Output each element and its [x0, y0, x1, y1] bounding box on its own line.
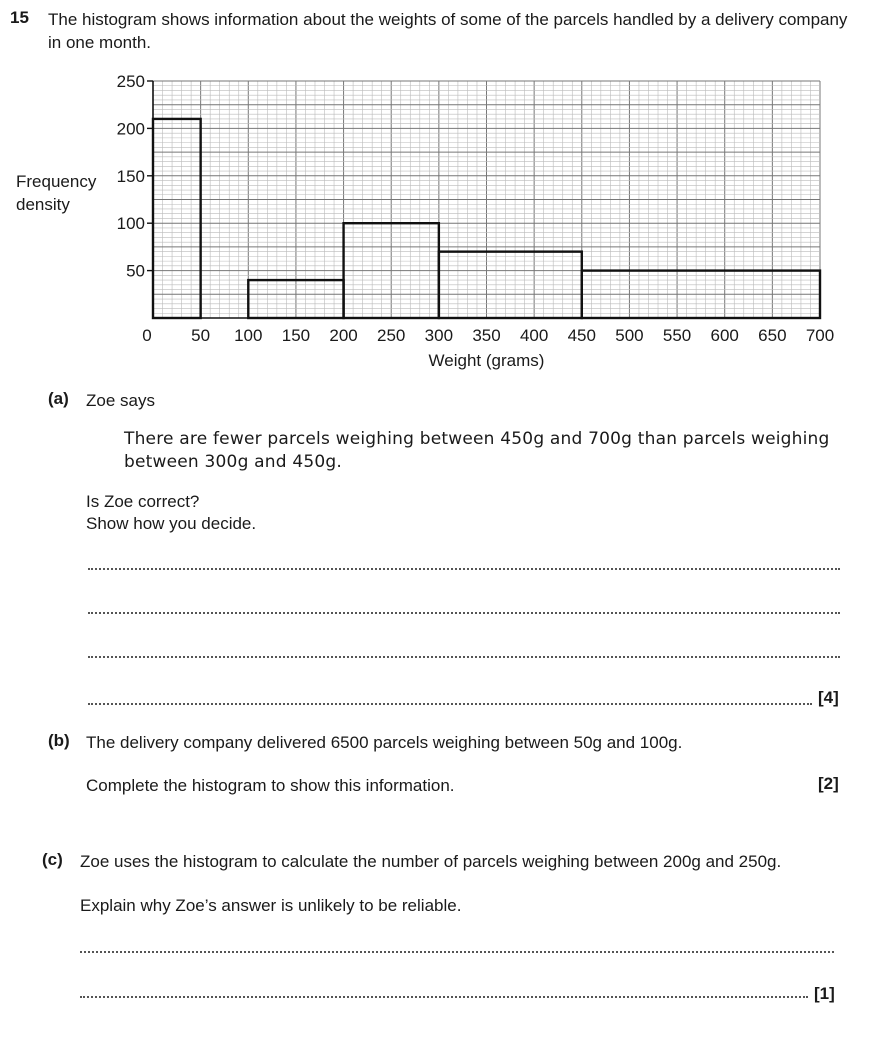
x-tick-label: 50: [191, 326, 211, 345]
y-axis-label: Frequency density: [16, 172, 97, 214]
part-c-instruction: Explain why Zoe’s answer is unlikely to be reliable.: [80, 896, 462, 915]
answer-line[interactable]: [80, 996, 808, 998]
part-b-text: The delivery company delivered 6500 parcels weighing between 50g and 100g.: [86, 733, 683, 752]
answer-line[interactable]: [80, 951, 834, 953]
x-tick-label: 450: [567, 326, 596, 345]
zoe-quote: There are fewer parcels weighing between 450g and 700g than parcels weighing between 300g and 450g.: [124, 429, 830, 472]
question-text: The histogram shows information about the weights of some of the parcels handled by a delivery company in one month.: [48, 10, 848, 52]
x-tick-label: 0: [142, 326, 152, 345]
part-c-text: Zoe uses the histogram to calculate the number of parcels weighing between 200g and 250g.: [80, 852, 782, 871]
histogram-chart: [0, 60, 870, 380]
x-axis-label: Weight (grams): [428, 351, 545, 370]
x-tick-label: 300: [424, 326, 454, 345]
y-tick-label: 150: [116, 166, 145, 186]
x-tick-label: 250: [377, 326, 406, 345]
x-tick-label: 100: [234, 326, 263, 345]
part-b-marks: [2]: [818, 774, 839, 793]
x-tick-label: 400: [519, 326, 549, 345]
x-tick-label: 600: [710, 326, 739, 345]
y-tick-label: 250: [116, 72, 145, 91]
answer-line[interactable]: [88, 703, 812, 705]
part-b-label: (b): [48, 731, 70, 750]
part-a-label: (a): [48, 389, 69, 408]
x-tick-label: 200: [329, 326, 358, 345]
question-number: 15: [10, 8, 29, 27]
x-tick-label: 500: [615, 326, 644, 345]
y-tick-label: 50: [126, 261, 145, 281]
x-tick-label: 150: [281, 326, 311, 345]
part-a-prompt-2: Show how you decide.: [86, 514, 257, 533]
x-tick-label: 650: [758, 326, 787, 345]
x-tick-label: 350: [472, 326, 501, 345]
y-tick-label: 200: [116, 119, 145, 139]
part-c-label: (c): [42, 850, 63, 869]
part-a-marks: [4]: [818, 688, 839, 707]
answer-line[interactable]: [88, 612, 840, 614]
part-b-instruction: Complete the histogram to show this information.: [86, 776, 455, 795]
part-a-prompt-1: Is Zoe correct?: [86, 492, 200, 511]
y-tick-label: 100: [116, 214, 145, 234]
part-a-intro: Zoe says: [86, 391, 155, 410]
x-tick-label: 550: [662, 326, 692, 345]
answer-line[interactable]: [88, 568, 840, 570]
answer-line[interactable]: [88, 656, 840, 658]
part-c-marks: [1]: [814, 984, 835, 1003]
x-tick-label: 700: [805, 326, 835, 345]
